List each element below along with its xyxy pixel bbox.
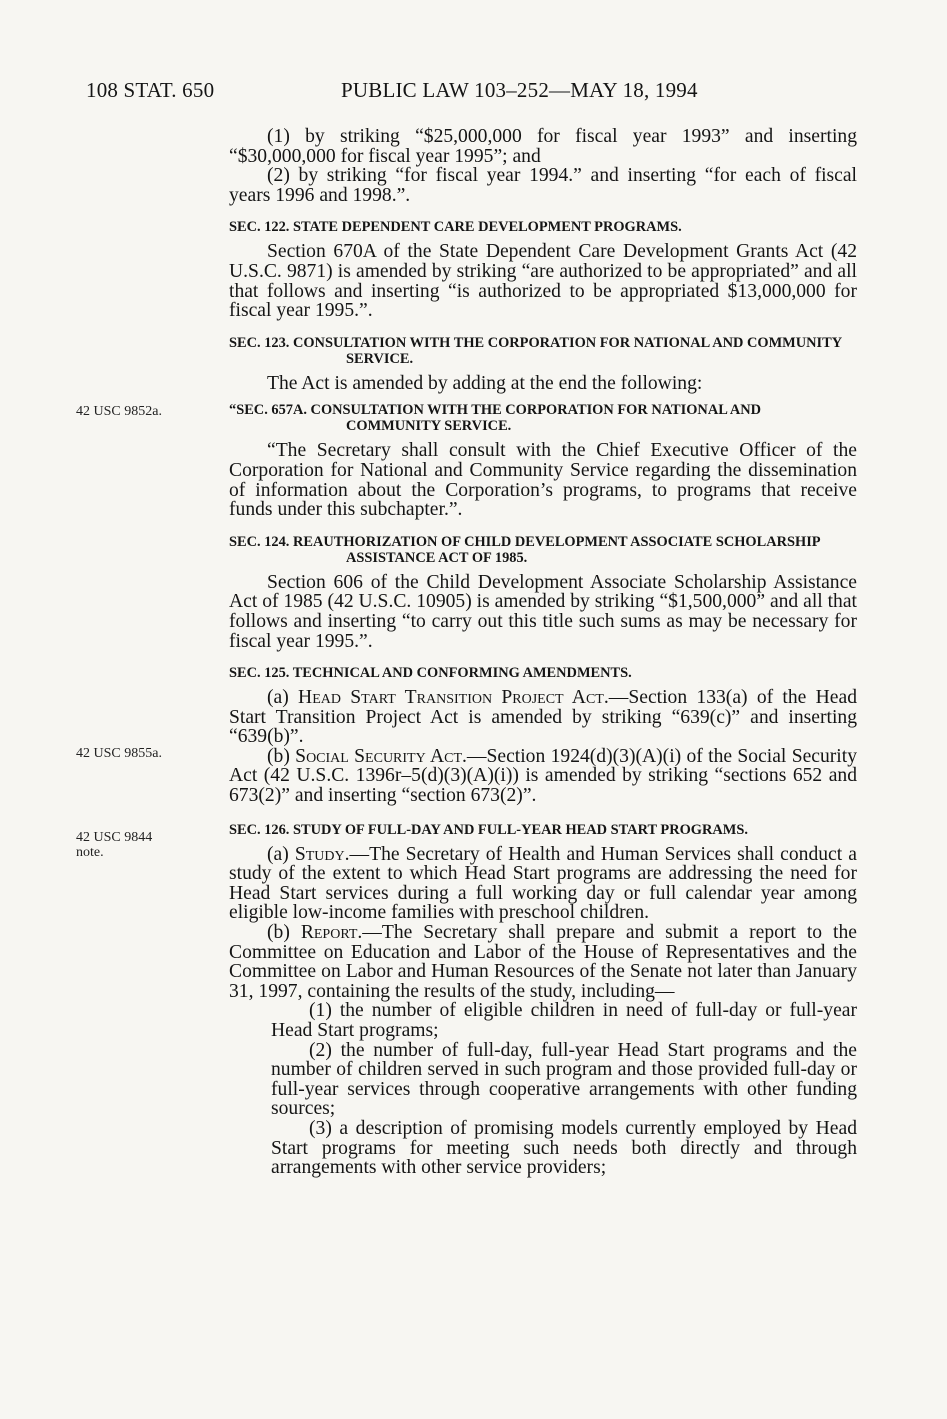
margin-note-9844 (76, 830, 152, 860)
sec-124-heading: SEC. 124. REAUTHORIZATION OF CHILD DEVELOPMENT ASSOCIATE SCHOLARSHIP ASSISTANCE ACT OF 1985. (229, 533, 820, 566)
sec-126-b-caption: Report. (300, 922, 363, 944)
sec-126-item-2: (2) the number of full-day, full-year Head Start programs and the number of children served in such program and those provided full-day or full-year services through cooperative arrangements with other funding sources; (271, 1039, 857, 1120)
document-body (229, 127, 857, 1178)
sec-126-item-1: (1) the number of eligible children in need of full-day or full-year Head Start programs; (271, 1000, 857, 1041)
sec-125-b-text: —Section 1924(d)(3)(A)(i) of the Social Security Act (42 U.S.C. 1396r–5(d)(3)(A)(i)) is amended by striking “sections 652 and 673(2)” and inserting “section 673(2)”. (229, 745, 857, 807)
sec-126-b-text: —The Secretary shall prepare and submit a report to the Committee on Education and Labor of the House of Representatives and the Committee on Labor and Human Resources of the Senate not later than January 31, 1997, containing the results of the study, including— (229, 922, 857, 1002)
sec-125-b (229, 747, 857, 806)
sec-657a-heading: “SEC. 657A. CONSULTATION WITH THE CORPORATION FOR NATIONAL AND COMMUNITY SERVICE. (229, 402, 762, 435)
sec-125-heading: SEC. 125. TECHNICAL AND CONFORMING AMENDMENTS. (229, 665, 632, 682)
sec-125-b-label: (b) (267, 745, 296, 767)
sec-125-a-caption: Head Start Transition Project Act. (298, 687, 609, 709)
sec-124-text: Section 606 of the Child Development Associate Scholarship Assistance Act of 1985 (42 U.S.C. 10905) is amended by striking “$1,500,000” and all that follows and inserting “to carry out this title such sums as may be necessary for fiscal year 1995.”. (229, 571, 857, 652)
intro-item-2: (2) by striking “for fiscal year 1994.” and inserting “for each of fiscal years 1996 and 1998.”. (229, 165, 857, 206)
sec-126-item-3: (3) a description of promising models currently employed by Head Start programs for meeting such needs both directly and through arrangements with other service providers; (271, 1117, 857, 1179)
margin-note-9844-line1: 42 USC 9844 (76, 830, 153, 845)
sec-126-b (229, 923, 857, 1001)
sec-126-heading: SEC. 126. STUDY OF FULL-DAY AND FULL-YEAR HEAD START PROGRAMS. (229, 821, 748, 838)
sec-126-a (229, 845, 857, 923)
sec-125-a-text: —Section 133(a) of the Head Start Transition Project Act is amended by striking “639(c)” and inserting “639(b)”. (229, 687, 857, 748)
sec-126-a-label: (a) (267, 843, 295, 865)
sec-126-b-label: (b) (267, 922, 301, 944)
intro-item-1: (1) by striking “$25,000,000 for fiscal year 1993” and inserting “$30,000,000 for fiscal year 1995”; and (229, 126, 857, 167)
statute-page-number: 108 STAT. 650 (86, 78, 215, 102)
sec-126-a-caption: Study. (294, 843, 350, 865)
sec-126-a-text: —The Secretary of Health and Human Services shall conduct a study of the extent to which Head Start programs are addressing the need for Head Start services during a full working day or full calendar year among eligible low-income families with preschool children. (229, 843, 857, 924)
sec-125-b-caption: Social Security Act. (295, 745, 467, 767)
sec-125-a-label: (a) (267, 687, 299, 709)
sec-122-heading: SEC. 122. STATE DEPENDENT CARE DEVELOPMENT PROGRAMS. (229, 219, 682, 236)
margin-note-9855a: 42 USC 9855a. (76, 746, 162, 761)
sec-657a-text: “The Secretary shall consult with the Chief Executive Officer of the Corporation for National and Community Service regarding the dissemination of information about the Corporation’s programs, to programs that receive funds under this subchapter.”. (229, 440, 857, 521)
sec-123-text: The Act is amended by adding at the end the following: (267, 372, 703, 394)
sec-125-a (229, 688, 857, 747)
margin-note-9844-line2: note. (76, 845, 104, 860)
sec-122-text: Section 670A of the State Dependent Care Development Grants Act (42 U.S.C. 9871) is amended by striking “are authorized to be appropriated” and all that follows and inserting “is authorized to be appropriated $13,000,000 for fiscal year 1995.”. (229, 241, 857, 322)
public-law-title: PUBLIC LAW 103–252—MAY 18, 1994 (341, 78, 698, 102)
sec-123-heading: SEC. 123. CONSULTATION WITH THE CORPORATION FOR NATIONAL AND COMMUNITY SERVICE. (229, 334, 842, 367)
margin-note-9852a: 42 USC 9852a. (76, 404, 162, 419)
